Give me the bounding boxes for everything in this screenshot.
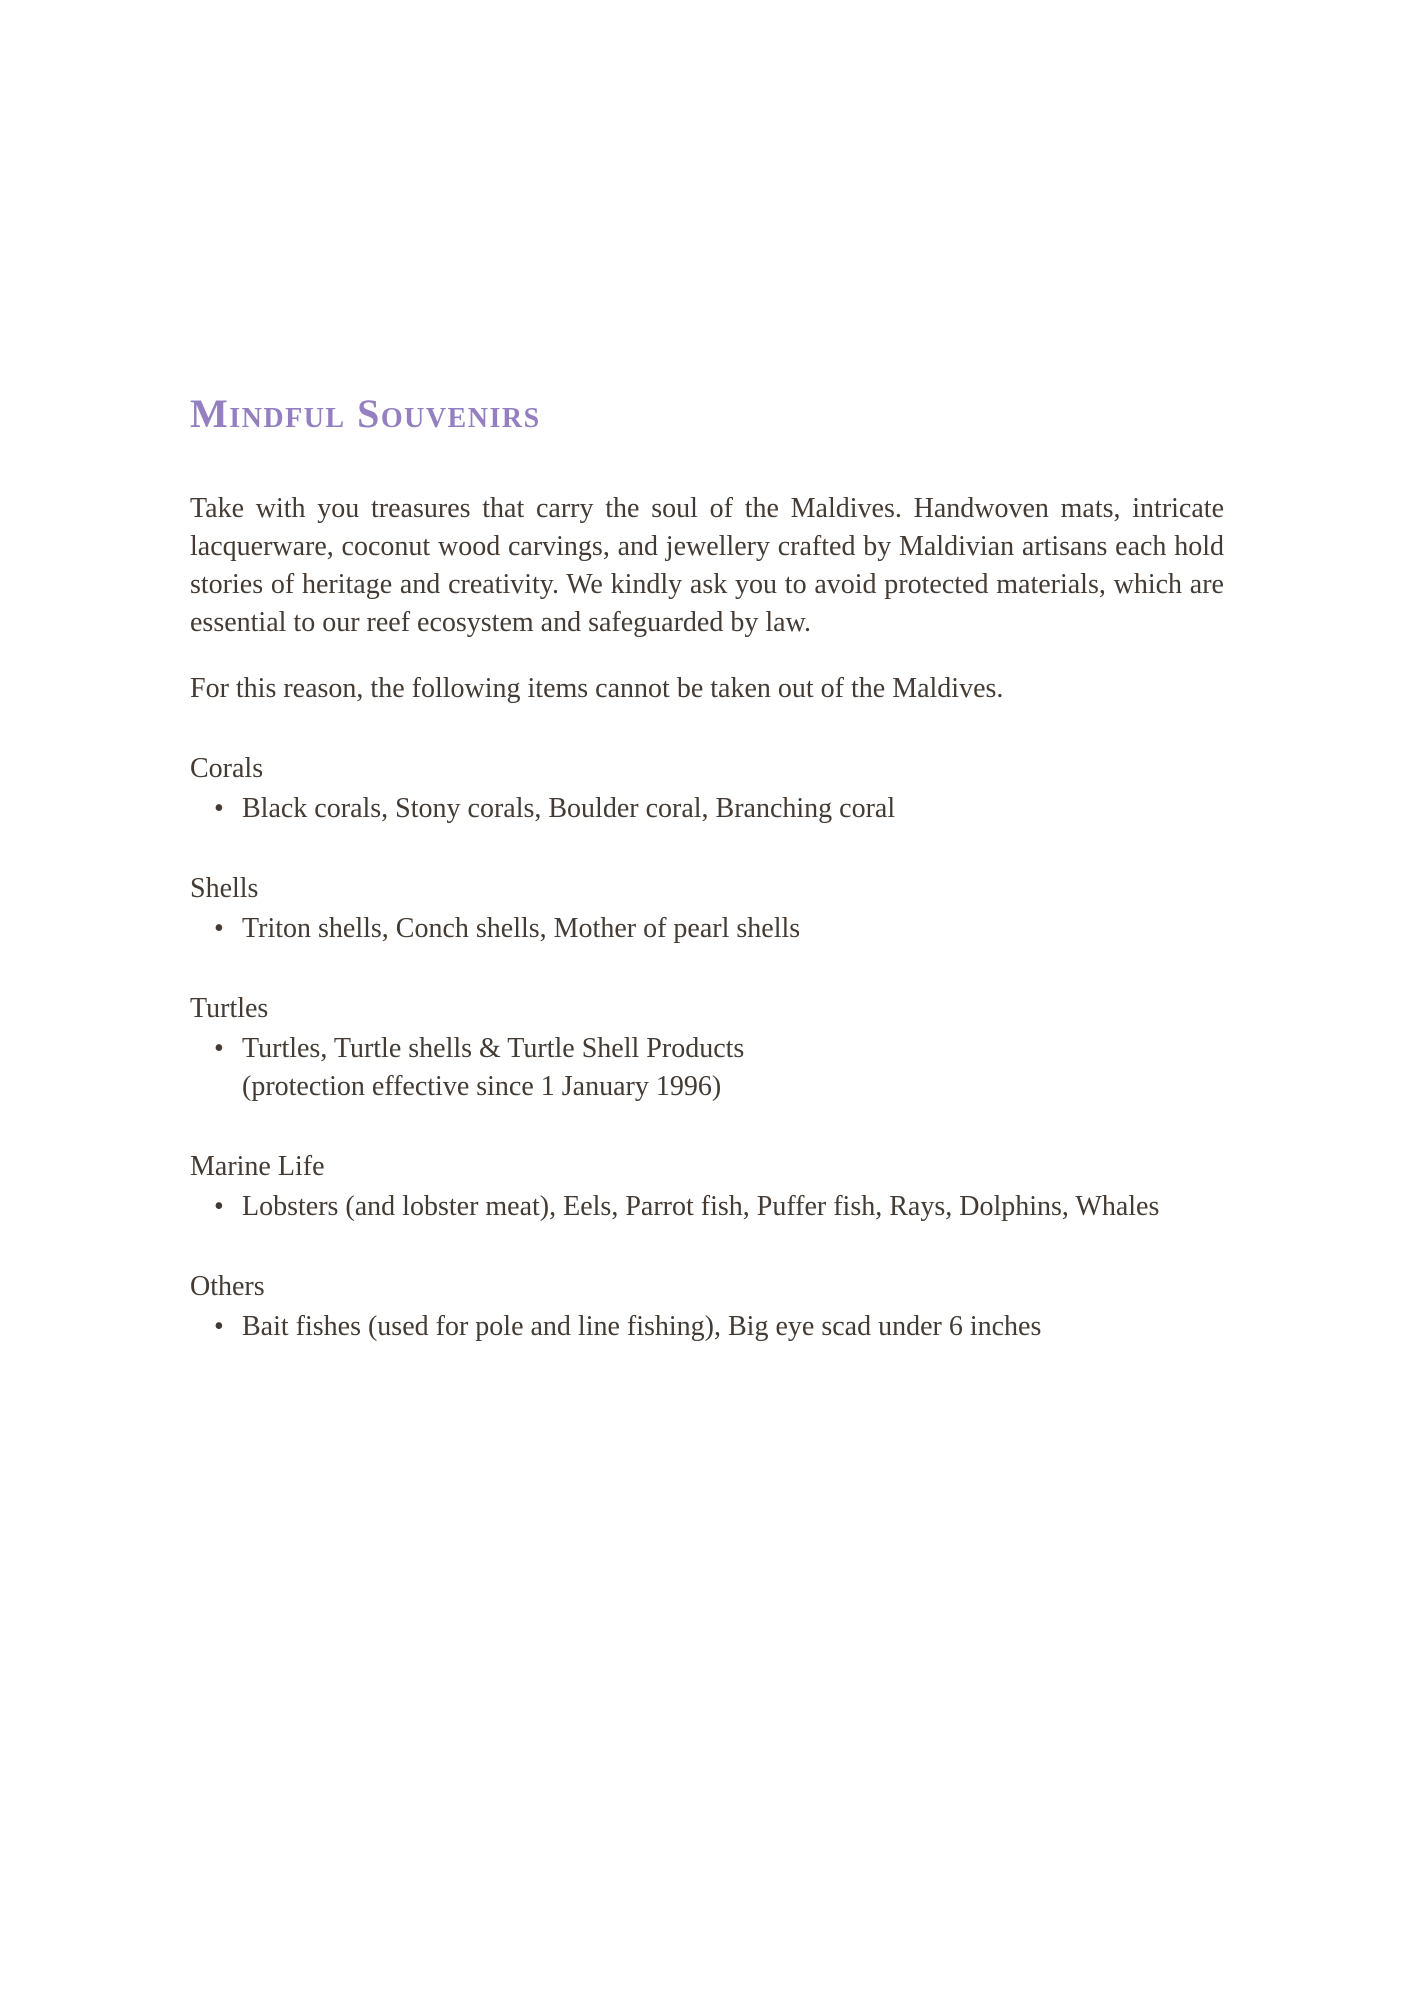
section-list-corals xyxy=(190,790,1224,828)
section-shells xyxy=(190,870,1224,948)
list-item xyxy=(242,1308,1224,1346)
section-heading-marine-life: Marine Life xyxy=(190,1151,325,1182)
list-item xyxy=(242,910,1224,948)
section-list-shells xyxy=(190,910,1224,948)
section-heading-turtles: Turtles xyxy=(190,993,269,1024)
section-corals xyxy=(190,750,1224,828)
list-item-text: • Black corals, Stony corals, Boulder coral, Branching coral xyxy=(242,793,896,824)
section-list-others xyxy=(190,1308,1224,1346)
list-item-text-continued: (protection effective since 1 January 1996) xyxy=(242,1071,722,1102)
lead-in-sentence: For this reason, the following items cannot be taken out of the Maldives. xyxy=(190,673,1004,704)
list-item-text: • Turtles, Turtle shells & Turtle Shell Products xyxy=(242,1033,745,1064)
list-item-text: • Triton shells, Conch shells, Mother of pearl shells xyxy=(242,913,801,944)
page-content xyxy=(190,0,1224,1346)
section-others xyxy=(190,1268,1224,1346)
list-item-text: • Bait fishes (used for pole and line fishing), Big eye scad under 6 inches xyxy=(242,1311,1042,1342)
intro-paragraph: Take with you treasures that carry the soul of the Maldives. Handwoven mats, intricate lacquerware, coconut wood carvings, and jewellery crafted by Maldivian artisans each hold stories of heritage and creativity. We kindly ask you to avoid protected materials, which are essential to our reef ecosystem and safeguarded by law. xyxy=(190,493,1224,638)
section-list-turtles xyxy=(190,1030,1224,1106)
section-turtles xyxy=(190,990,1224,1106)
list-item-text: • Lobsters (and lobster meat), Eels, Parrot fish, Puffer fish, Rays, Dolphins, Whales xyxy=(242,1191,1160,1222)
section-heading-corals: Corals xyxy=(190,753,264,784)
list-item xyxy=(242,1188,1224,1226)
section-heading-others: Others xyxy=(190,1271,265,1302)
page-title: Mindful Souvenirs xyxy=(190,391,541,436)
list-item xyxy=(242,790,1224,828)
section-list-marine-life xyxy=(190,1188,1224,1226)
section-marine-life xyxy=(190,1148,1224,1226)
list-item xyxy=(242,1030,1224,1106)
section-heading-shells: Shells xyxy=(190,873,259,904)
